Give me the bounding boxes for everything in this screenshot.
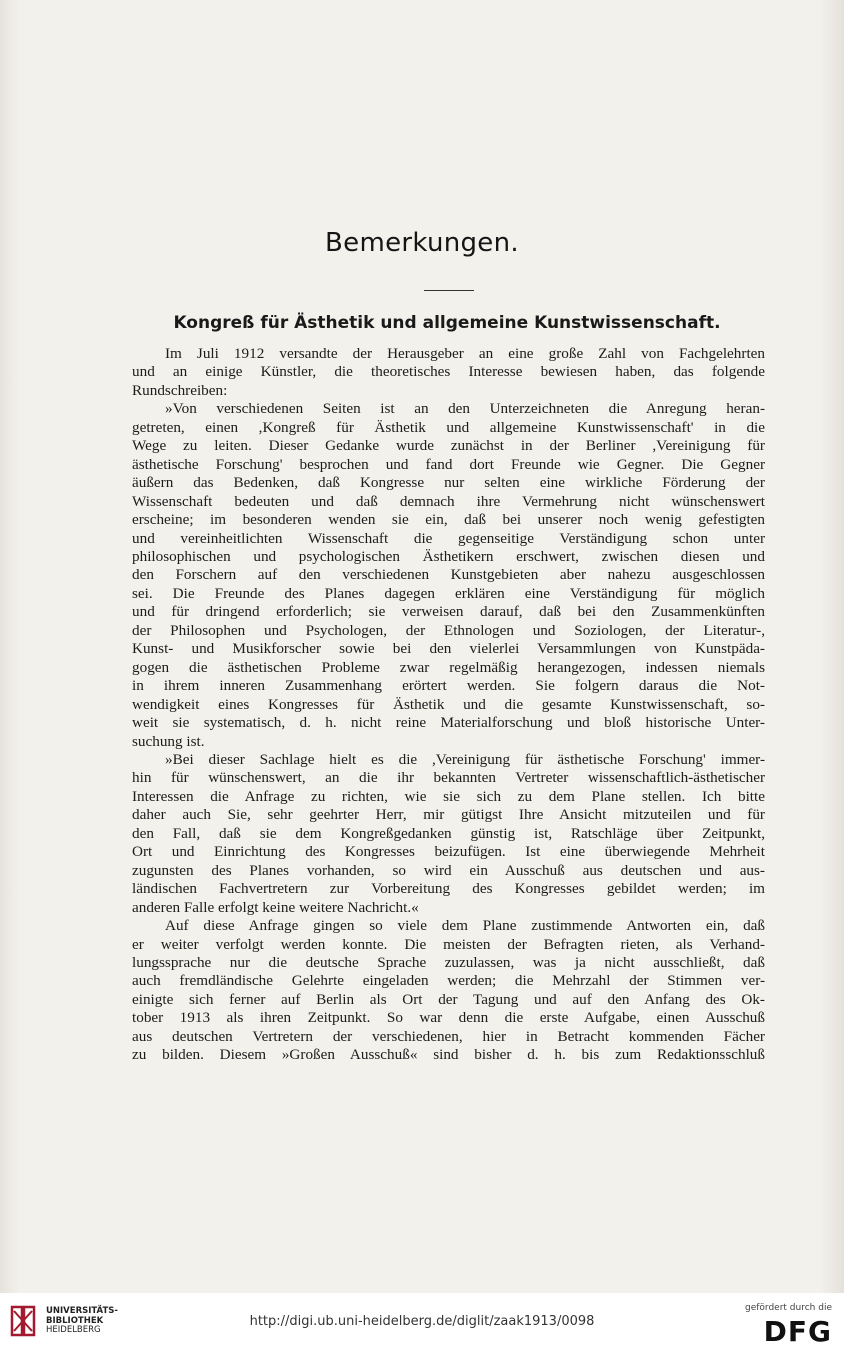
text-line: den Forschern auf den verschiedenen Kunstgebieten aber nahezu ausgeschlossen (132, 566, 765, 584)
article-body (132, 345, 765, 1065)
text-line: getreten, einen ,Kongreß für Ästhetik und allgemeine Kunstwissenschaft' in die (132, 418, 765, 436)
text-line: »Bei dieser Sachlage hielt es die ,Vereinigung für ästhetische Forschung' immer- (165, 750, 765, 768)
library-name-line: UNIVERSITÄTS- (46, 1306, 118, 1316)
text-line: er weiter verfolgt werden konnte. Die meisten der Befragten rieten, als Verhand- (132, 935, 765, 953)
text-line: ästhetische Forschung' besprochen und fand dort Freunde wie Gegner. Die Gegner (132, 455, 765, 473)
text-line: und für dringend erforderlich; sie verweisen darauf, daß bei den Zusammenkünften (132, 603, 765, 621)
text-line: den Fall, daß sie dem Kongreßgedanken günstig ist, Ratschläge über Zeitpunkt, (132, 824, 765, 842)
text-line: suchung ist. (132, 732, 205, 750)
text-line: und vereinheitlichten Wissenschaft die gegenseitige Verständigung schon unter (132, 529, 765, 547)
text-line: anderen Falle erfolgt keine weitere Nachricht.« (132, 898, 419, 916)
dfg-logo: DFG (763, 1315, 832, 1348)
library-name-line: HEIDELBERG (46, 1325, 101, 1335)
text-line: einigte sich ferner auf Berlin als Ort der Tagung und auf den Anfang des Ok- (132, 990, 765, 1008)
footer-bar (0, 1293, 844, 1355)
text-line: Rundschreiben: (132, 381, 228, 399)
funding-note: gefördert durch die (745, 1303, 832, 1313)
text-line: aus deutschen Vertretern der verschiedenen, hier in Betracht kommenden Fächer (132, 1027, 765, 1045)
text-line: »Von verschiedenen Seiten ist an den Unterzeichneten die Anregung heran- (165, 400, 765, 418)
text-line: philosophischen und psychologischen Ästhetikern erschwert, zwischen diesen und (132, 547, 765, 565)
text-line: der Philosophen und Psychologen, der Ethnologen und Soziologen, der Literatur-, (132, 621, 765, 639)
text-line: hin für wünschenswert, an die ihr bekannten Vertreter wissenschaftlich-ästhetischer (132, 769, 765, 787)
text-line: und an einige Künstler, die theoretisches Interesse bewiesen haben, das folgende (132, 363, 765, 381)
text-line: ländischen Fachvertretern zur Vorbereitung des Kongresses gebildet werden; im (132, 880, 765, 898)
text-line: in ihrem inneren Zusammenhang erörtert werden. Sie folgern daraus die Not- (132, 677, 765, 695)
text-line: tober 1913 als ihren Zeitpunkt. So war denn die erste Aufgabe, einen Ausschuß (132, 1009, 765, 1027)
text-line: weit sie systematisch, d. h. nicht reine Materialforschung und bloß historische Unter- (132, 714, 765, 732)
section-heading: Kongreß für Ästhetik und allgemeine Kunstwissenschaft. (173, 313, 721, 333)
text-line: Wissenschaft bedeuten und daß demnach ihre Vermehrung nicht wünschenswert (132, 492, 765, 510)
text-line: zu bilden. Diesem »Großen Ausschuß« sind bisher d. h. bis zum Redaktionsschluß (132, 1046, 765, 1064)
text-line: zugunsten des Planes vorhanden, so wird ein Ausschuß aus deutschen und aus- (132, 861, 765, 879)
text-line: wendigkeit eines Kongresses für Ästhetik und die gesamte Kunstwissenschaft, so- (132, 695, 765, 713)
text-line: daher auch Sie, sehr geehrter Herr, mir gütigst Ihre Ansicht mitzuteilen und für (132, 806, 765, 824)
text-line: Kunst- und Musikforscher sowie bei den vielerlei Versammlungen von Kunstpäda- (132, 640, 765, 658)
text-line: lungssprache nur die deutsche Sprache zuzulassen, was ja nicht ausschließt, daß (132, 953, 765, 971)
page-title: Bemerkungen. (325, 228, 519, 258)
text-line: gogen die ästhetischen Probleme zwar regelmäßig herangezogen, indessen niemals (132, 658, 765, 676)
text-line: Ort und Einrichtung des Kongresses beizufügen. Ist eine überwiegende Mehrheit (132, 843, 765, 861)
text-line: Interessen die Anfrage zu richten, wie sie sich zu dem Plane stellen. Ich bitte (132, 787, 765, 805)
library-name-line: BIBLIOTHEK (46, 1315, 104, 1326)
permalink-url[interactable]: http://digi.ub.uni-heidelberg.de/diglit/zaak1913/0098 (249, 1314, 595, 1329)
title-divider (424, 290, 474, 291)
text-line: Auf diese Anfrage gingen so viele dem Plane zustimmende Antworten ein, daß (165, 917, 765, 935)
text-line: Im Juli 1912 versandte der Herausgeber an eine große Zahl von Fachgelehrten (165, 345, 765, 362)
text-line: sei. Die Freunde des Planes dagegen erklären eine Verständigung für möglich (132, 584, 765, 602)
text-line: äußern das Bedenken, daß Kongresse nur selten eine wirkliche Förderung der (132, 474, 765, 492)
text-line: Wege zu leiten. Dieser Gedanke wurde zunächst in der Berliner ,Vereinigung für (132, 437, 765, 455)
text-line: erscheine; im besonderen wenden sie ein, daß bei unserer noch wenig gefestigten (132, 511, 765, 529)
text-line: auch fremdländische Gelehrte eingeladen werden; die Mehrzahl der Stimmen ver- (132, 972, 765, 990)
